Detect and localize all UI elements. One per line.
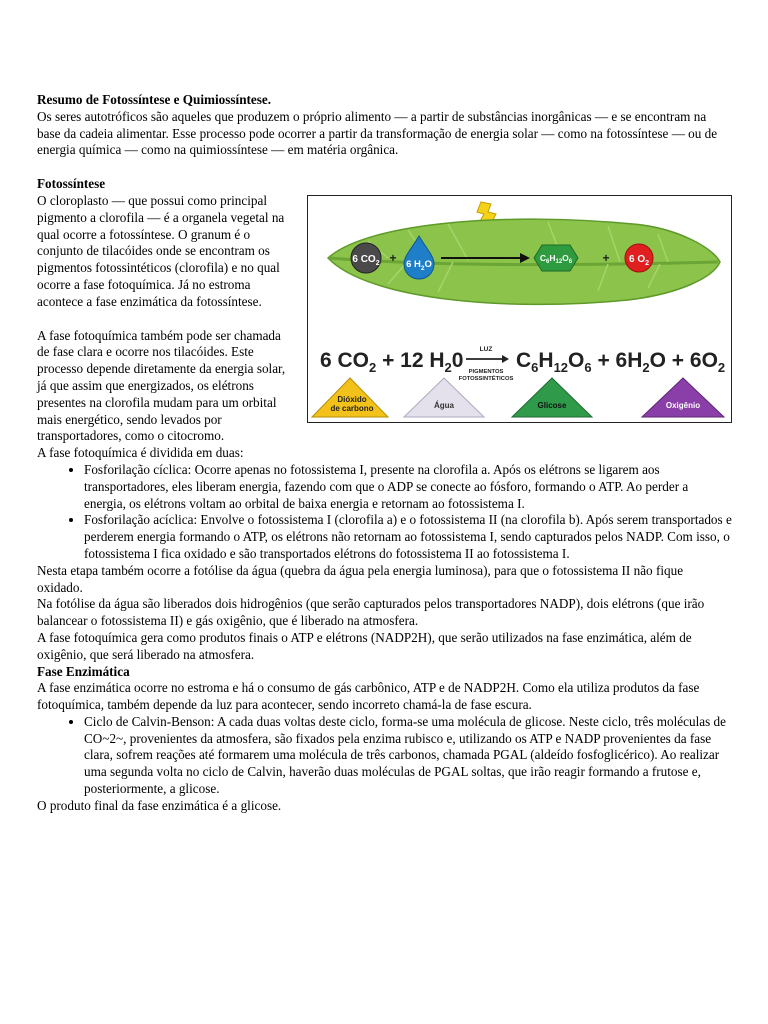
list-item: • Ciclo de Calvin-Benson: A cada duas voltas deste ciclo, forma-se uma molécula de glicose. Neste ciclo, três moléculas de CO~2~, provenientes da atmosfera, são fixados pela enzima rubisco e, utilizando os ATP e NADP provenientes da fase clara, sofrem reações até formarem uma molécula de três carbonos, chamada PGAL (aldeído fosfoglicérico). Ao realizar uma segunda volta no ciclo de Calvin, haverão duas moléculas de PGAL soltas, que irão reagir formando a frutose e, posteriormente, a glicose. xyxy=(84,714,732,798)
fotossintese-paragraph-5: Na fotólise da água são liberados dois hidrogênios (que serão capturados pelos transportadores NADP), dois elétrons (que irão balancear o fotossistema II) e gás oxigênio, que é liberado na atmosfera. xyxy=(37,596,705,629)
svg-text:FOTOSSINTÉTICOS: FOTOSSINTÉTICOS xyxy=(458,375,514,382)
svg-text:6 H2O: 6 $H_2O$ xyxy=(406,258,432,272)
svg-text:Água: Água xyxy=(434,400,454,410)
svg-text:6 CO2: 6 $CO_2$ xyxy=(352,253,380,267)
svg-text:6 O2: 6 $O_2$ xyxy=(628,253,650,267)
svg-text:C6H12O6: $C_6H_{12}O_6$ xyxy=(539,252,573,265)
svg-text:Oxigênio: Oxigênio xyxy=(665,400,701,410)
equation-left: 6 $CO_2 + 12$ $H_20$ xyxy=(320,348,464,375)
fotossintese-paragraph-3: A fase fotoquímica é dividida em duas: xyxy=(37,445,244,461)
fotossintese-paragraph-1: O cloroplasto — que possui como principal pigmento a clorofila — é a organela vegetal na qual ocorre a fotossíntese. O granum é o conjunto de tilacóides onde se encontram os pigmentos fotossintéticos (clorofila) e no qual ocorre a fase fotoquímica. Já no estroma acontece a fase enzimática da fotossíntese. xyxy=(37,192,285,309)
fotossintese-paragraph-2: A fase fotoquímica também pode ser chamada de fase clara e ocorre nos tilacóides. Este processo depende diretamente da energia solar, já que assim que energizados, os elétrons presentes na clorofila mudam para um orbital mais energético, sendo levados por transportadores, como o citocromo. xyxy=(37,327,286,444)
list-item: • Fosforilação acíclica: Envolve o fotossistema I (clorofila a) e o fotossistema II (na clorofila b). Após serem transportados e perderem energia formando o ATP, os elétrons não retornam ao fotossistema I, sendo capturados pelos NADP. Com isso, o fotossistema I fica oxidado e são transportados elétrons do fotossistema II ao fotossistema I. xyxy=(84,512,732,562)
svg-text:LUZ: LUZ xyxy=(479,345,493,353)
triangle-oxigenio xyxy=(642,378,724,417)
fotossintese-paragraph-6: A fase fotoquímica gera como produtos finais o ATP e elétrons (NADP2H), que serão utilizados na fase enzimática, além de oxigênio, que será liberado na atmosfera. xyxy=(37,629,692,662)
enzimatica-paragraph-2: O produto final da fase enzimática é a glicose. xyxy=(37,797,282,813)
list-item: • Fosforilação cíclica: Ocorre apenas no fotossistema I, presente na clorofila a. Após os elétrons se ligarem aos transportadores, eles liberam energia, fazendo com que o ADP se conecte ao fósforo, formando o ATP. Ao perder a energia, os elétrons voltam ao orbital de baixa energia e retornam ao fotossistema I. xyxy=(84,462,732,512)
fotossintese-paragraph-4: Nesta etapa também ocorre a fotólise da água (quebra da água pela energia luminosa), para que o fotossistema II não fique oxidado. xyxy=(37,562,684,595)
svg-text:+: + xyxy=(389,250,397,265)
enzimatica-paragraph-1: A fase enzimática ocorre no estroma e há o consumo de gás carbônico, ATP e de NADP2H. Como ela utiliza produtos da fase fotoquímica, também depende da luz para acontecer, sendo incorreto chamá-la de fase escura. xyxy=(37,680,700,713)
document-title: Resumo de Fotossíntese e Quimiossíntese. xyxy=(37,92,272,107)
equation-right: $C_6H_{12}O_6 + 6H_2O + 6O_2$ xyxy=(516,348,726,375)
enzimatica-heading: Fase Enzimática xyxy=(37,663,130,679)
svg-text:de carbono: de carbono xyxy=(330,403,374,413)
svg-text:Glicose: Glicose xyxy=(537,400,567,410)
fotossintese-heading: Fotossíntese xyxy=(37,176,106,192)
svg-text:PIGMENTOS: PIGMENTOS xyxy=(468,368,504,375)
enzimatica-bullet-list xyxy=(37,714,732,798)
intro-paragraph: Os seres autotróficos são aqueles que produzem o próprio alimento — a partir de substâncias inorgânicas — e se encontram na base da cadeia alimentar. Esse processo pode ocorrer a partir da transformação de energia solar — como na fotossíntese — ou de energia química — como na quimiossíntese — em matéria orgânica. xyxy=(37,108,718,158)
photosynthesis-illustration xyxy=(308,196,733,424)
triangle-glicose xyxy=(512,378,592,417)
document-content xyxy=(37,92,732,815)
svg-text:+: + xyxy=(602,250,610,265)
triangle-agua xyxy=(404,378,484,417)
svg-text:Dióxido: Dióxido xyxy=(337,394,367,404)
photosynthesis-figure xyxy=(307,195,732,423)
fotoquimica-bullet-list xyxy=(37,462,732,563)
